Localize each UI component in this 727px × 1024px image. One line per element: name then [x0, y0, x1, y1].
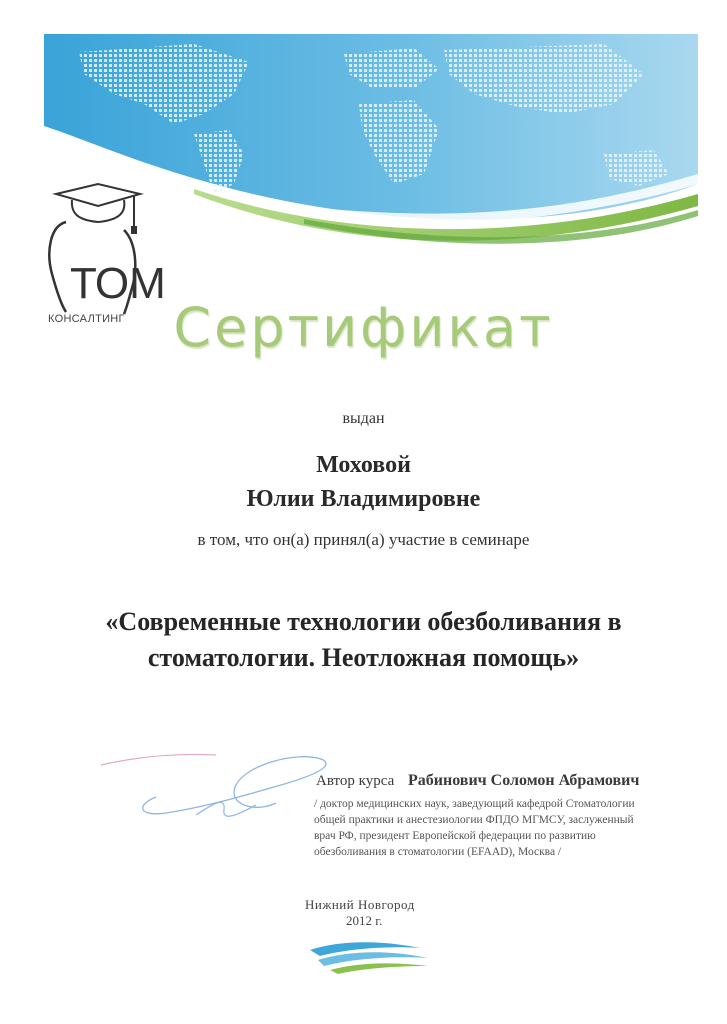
- issued-label: выдан: [342, 410, 385, 427]
- course-author: [316, 772, 676, 790]
- author-signature: [96, 735, 341, 830]
- author-description: [314, 796, 674, 860]
- recipient-given-names: Юлии Владимировне: [246, 486, 481, 512]
- certificate-title: Сертификат: [173, 296, 554, 359]
- logo-subtitle: КОНСАЛТИНГ: [48, 313, 125, 325]
- svg-text:ТОМ: ТОМ: [70, 259, 166, 308]
- recipient-surname: Моховой: [316, 452, 411, 478]
- seminar-title-line-1: «Современные технологии обезболивания в: [105, 607, 622, 636]
- author-desc-line-4: обезболивания в стоматологии (EFAAD), Москва /: [314, 846, 562, 858]
- issue-city: Нижний Новгород: [305, 897, 415, 912]
- participation-text: в том, что он(а) принял(а) участие в семинаре: [197, 530, 530, 549]
- wave-emblem-icon: [310, 938, 430, 974]
- author-desc-line-2: общей практики и анестезиологии ФПДО МГМСУ, заслуженный: [314, 814, 634, 826]
- issue-year: 2012 г.: [346, 913, 383, 928]
- author-name: Рабинович Соломон Абрамович: [407, 772, 640, 789]
- seminar-title-line-2: стоматологии. Неотложная помощь»: [147, 643, 580, 672]
- author-desc-line-1: / доктор медицинских наук, заведующий кафедрой Стоматологии: [314, 798, 635, 810]
- author-desc-line-3: врач РФ, президент Европейской федерации по развитию: [314, 830, 596, 842]
- seminar-title: [0, 604, 727, 676]
- author-label: Автор курса: [316, 773, 395, 789]
